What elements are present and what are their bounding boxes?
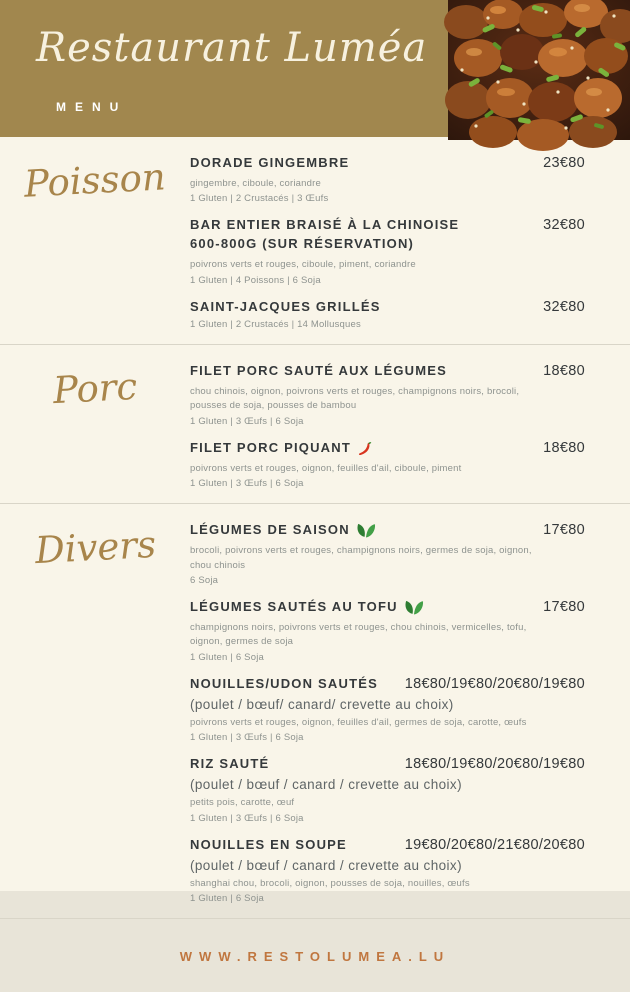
- menu-item-dorade-gingembre: [190, 154, 585, 206]
- header: [0, 0, 630, 137]
- item-description: brocoli, poivrons verts et rouges, champignons noirs, germes de soja, oignon, chou chinois: [190, 545, 532, 571]
- section-label-divers: Divers: [33, 523, 157, 573]
- item-description: petits pois, carotte, œuf: [190, 797, 295, 809]
- item-allergens: 1 Gluten | 2 Crustacés | 3 Œufs: [190, 193, 329, 205]
- chili-icon: [356, 440, 373, 457]
- menu-item-filet-porc-piquant: [190, 439, 585, 491]
- item-choice-subtitle: (poulet / bœuf / canard / crevette au choix): [190, 857, 462, 873]
- menu-item-riz-saute: [190, 755, 585, 825]
- menu-item-nouilles-udon-sautes: [190, 675, 585, 745]
- item-allergens: 1 Gluten | 6 Soja: [190, 893, 264, 905]
- website-url: WWW.RESTOLUMEA.LU: [179, 949, 451, 965]
- menu-item-bar-entier: [190, 216, 585, 287]
- item-allergens: 1 Gluten | 3 Œufs | 6 Soja: [190, 732, 304, 744]
- item-title: DORADE GINGEMBRE: [190, 155, 350, 171]
- item-price: 18€80/19€80/20€80/19€80: [404, 756, 585, 773]
- item-allergens: 1 Gluten | 3 Œufs | 6 Soja: [190, 478, 304, 490]
- item-description: champignons noirs, poivrons verts et rouges, chou chinois, vermicelles, tofu, oignon, germes de soja: [190, 622, 527, 648]
- item-allergens: 1 Gluten | 3 Œufs | 6 Soja: [190, 812, 304, 824]
- menu-item-saint-jacques: [190, 298, 585, 332]
- item-price: 18€80: [543, 363, 585, 380]
- item-price: 17€80: [543, 599, 585, 616]
- section-divers: [0, 503, 630, 918]
- item-price: 19€80/20€80/21€80/20€80: [404, 836, 585, 853]
- item-description: poivrons verts et rouges, oignon, feuilles d'ail, ciboule, piment: [190, 462, 462, 474]
- item-choice-subtitle: (poulet / bœuf/ canard/ crevette au choix): [190, 696, 454, 712]
- item-title: NOUILLES EN SOUPE: [190, 836, 347, 852]
- food-photo: [448, 0, 630, 140]
- menu-item-legumes-de-saison: [190, 521, 585, 588]
- section-label-porc: Porc: [51, 365, 139, 413]
- item-price: 17€80: [543, 522, 585, 539]
- item-allergens: 1 Gluten | 6 Soja: [190, 651, 264, 663]
- footer: [0, 918, 630, 992]
- item-allergens: 1 Gluten | 4 Poissons | 6 Soja: [190, 274, 321, 286]
- item-title: FILET PORC PIQUANT: [190, 439, 373, 458]
- item-description: chou chinois, oignon, poivrons verts et rouges, champignons noirs, brocoli, pousses de soja, pousses de bambou: [190, 386, 520, 412]
- section-porc: [0, 344, 630, 503]
- leaves-icon: [355, 522, 376, 539]
- item-allergens: 1 Gluten | 2 Crustacés | 14 Mollusques: [190, 318, 361, 330]
- item-title: BAR ENTIER BRAISÉ À LA CHINOISE 600-800G (SUR RÉSERVATION): [190, 217, 460, 252]
- item-price: 32€80: [543, 217, 585, 234]
- menu-item-filet-porc-saute: [190, 362, 585, 429]
- item-title: SAINT-JACQUES GRILLÉS: [190, 299, 381, 315]
- item-title: RIZ SAUTÉ: [190, 756, 270, 772]
- menu-label: MENU: [56, 100, 128, 114]
- item-title: LÉGUMES DE SAISON: [190, 521, 376, 540]
- item-price: 23€80: [543, 155, 585, 171]
- leaves-icon: [403, 599, 424, 616]
- item-description: gingembre, ciboule, coriandre: [190, 177, 321, 189]
- item-allergens: 6 Soja: [190, 574, 219, 586]
- section-poisson: [0, 137, 630, 344]
- item-allergens: 1 Gluten | 3 Œufs | 6 Soja: [190, 415, 304, 427]
- item-description: poivrons verts et rouges, ciboule, piment, coriandre: [190, 259, 416, 271]
- item-choice-subtitle: (poulet / bœuf / canard / crevette au choix): [190, 777, 462, 793]
- item-title: LÉGUMES SAUTÉS AU TOFU: [190, 598, 424, 617]
- section-label-poisson: Poisson: [23, 155, 167, 206]
- item-description: shanghai chou, brocoli, oignon, pousses de soja, nouilles, œufs: [190, 877, 470, 889]
- restaurant-title: Restaurant Luméa: [36, 25, 428, 71]
- menu-item-legumes-tofu: [190, 598, 585, 665]
- item-title: NOUILLES/UDON SAUTÉS: [190, 676, 378, 692]
- item-description: poivrons verts et rouges, oignon, feuilles d'ail, germes de soja, carotte, œufs: [190, 716, 527, 728]
- menu-item-nouilles-en-soupe: [190, 836, 585, 906]
- glazed-meat-illustration: [448, 0, 630, 140]
- item-price: 18€80: [543, 439, 585, 456]
- item-price: 32€80: [543, 298, 585, 315]
- item-price: 18€80/19€80/20€80/19€80: [404, 675, 585, 692]
- item-title: FILET PORC SAUTÉ AUX LÉGUMES: [190, 363, 448, 379]
